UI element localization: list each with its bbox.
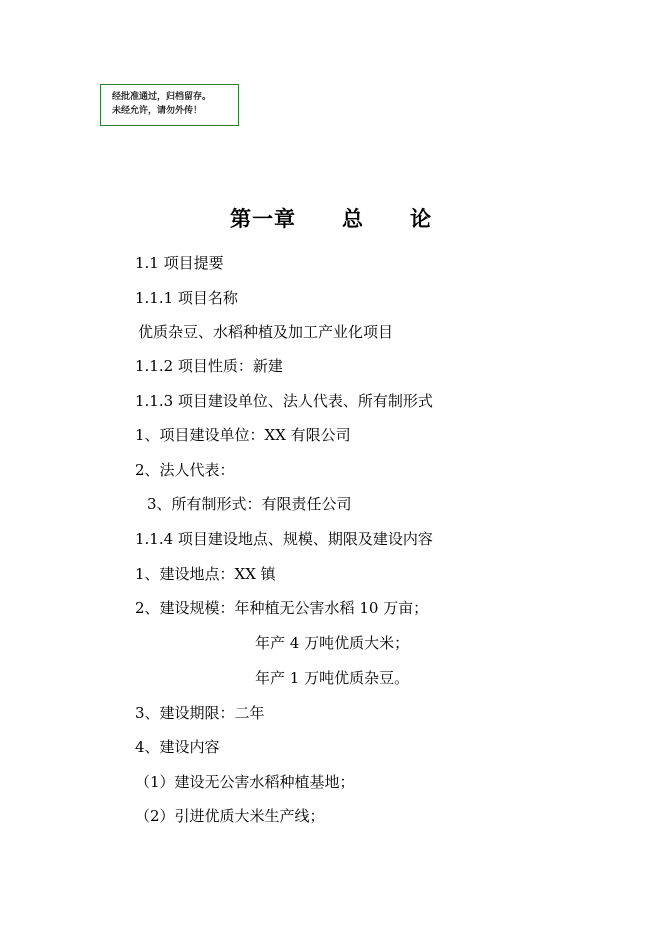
subsection-heading: 1.1.3 项目建设单位、法人代表、所有制形式: [135, 392, 433, 410]
list-item-continuation: 年产 1 万吨优质杂豆。: [255, 669, 410, 687]
chapter-title-char-1: 总: [342, 207, 364, 231]
stamp-line-1: 经批准通过，归档留存。: [112, 92, 212, 102]
list-item: 3、建设期限：二年: [135, 704, 265, 722]
paragraph-line: 优质杂豆、水稻种植及加工产业化项目: [138, 323, 394, 341]
list-item: 2、建设规模：年种植无公害水稻 10 万亩；: [135, 599, 429, 617]
chapter-number: 第一章: [230, 207, 296, 231]
approval-stamp: [100, 84, 239, 126]
subsection-heading: 1.1.4 项目建设地点、规模、期限及建设内容: [135, 530, 433, 548]
chapter-title-char-2: 论: [410, 207, 432, 231]
sub-list-item: （2）引进优质大米生产线；: [135, 807, 325, 825]
subsection-heading: 1.1.2 项目性质：新建: [135, 357, 283, 375]
section-heading: 1.1 项目提要: [135, 254, 224, 272]
sub-list-item: （1）建设无公害水稻种植基地；: [135, 773, 355, 791]
list-item: 1、建设地点：XX 镇: [135, 565, 276, 583]
list-item: 2、法人代表：: [135, 461, 235, 479]
list-item: 1、项目建设单位：XX 有限公司: [135, 426, 351, 444]
subsection-heading: 1.1.1 项目名称: [135, 289, 238, 307]
list-item: 3、所有制形式：有限责任公司: [147, 495, 352, 513]
list-item-continuation: 年产 4 万吨优质大米；: [255, 634, 410, 652]
stamp-line-2: 未经允许，请勿外传！: [112, 106, 203, 116]
list-item: 4、建设内容: [135, 738, 220, 756]
chapter-title: [0, 203, 662, 233]
